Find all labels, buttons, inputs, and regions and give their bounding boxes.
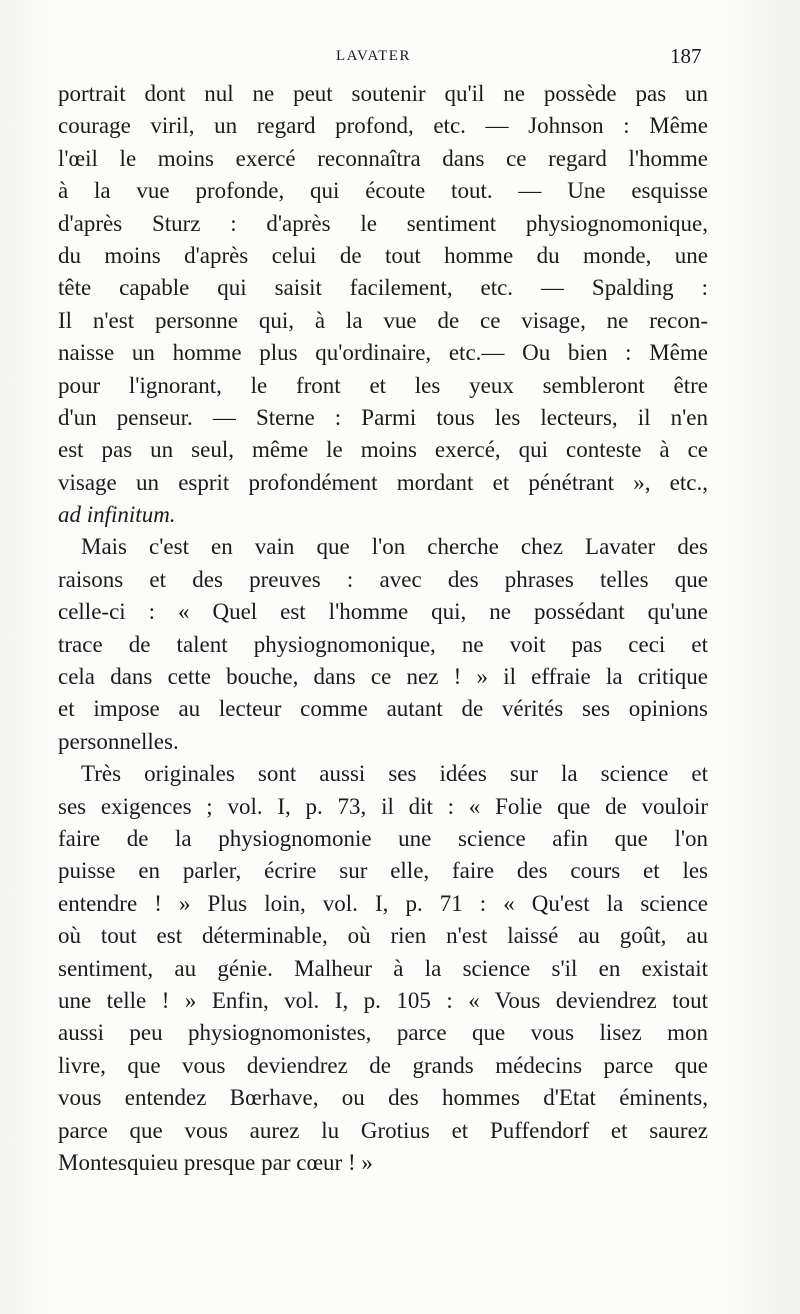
page-number: 187 bbox=[670, 44, 702, 68]
text-line: celle-ci : « Quel est l'homme qui, ne possédant qu'une bbox=[58, 599, 708, 625]
text-line: pour l'ignorant, le front et les yeux sembleront être bbox=[58, 372, 708, 398]
paragraph-start-line: Mais c'est en vain que l'on cherche chez Lavater des bbox=[81, 534, 708, 560]
paragraph-start-line: Très originales sont aussi ses idées sur la science et bbox=[81, 761, 708, 787]
running-head bbox=[0, 44, 800, 74]
text-line: personnelles. bbox=[58, 728, 179, 754]
text-line: faire de la physiognomonie une science afin que l'on bbox=[58, 825, 708, 851]
text-line: sentiment, au génie. Malheur à la science s'il en existait bbox=[58, 955, 708, 981]
text-line: Montesquieu presque par cœur ! » bbox=[58, 1149, 373, 1175]
running-title: LAVATER bbox=[336, 48, 411, 64]
text-line: est pas un seul, même le moins exercé, qui conteste à ce bbox=[58, 437, 708, 463]
text-line: parce que vous aurez lu Grotius et Puffendorf et saurez bbox=[58, 1117, 708, 1143]
text-line: d'un penseur. — Sterne : Parmi tous les lecteurs, il n'en bbox=[58, 404, 708, 430]
text-line: d'après Sturz : d'après le sentiment physiognomonique, bbox=[58, 210, 708, 236]
text-line: une telle ! » Enfin, vol. I, p. 105 : « Vous deviendrez tout bbox=[58, 987, 708, 1013]
text-line: cela dans cette bouche, dans ce nez ! » il effraie la critique bbox=[58, 664, 708, 690]
text-line: où tout est déterminable, où rien n'est laissé au goût, au bbox=[58, 923, 708, 949]
text-line: visage un esprit profondément mordant et pénétrant », etc., bbox=[58, 469, 708, 495]
text-line: ses exigences ; vol. I, p. 73, il dit : « Folie que de vouloir bbox=[58, 793, 708, 819]
text-line: naisse un homme plus qu'ordinaire, etc.— Ou bien : Même bbox=[58, 340, 708, 366]
text-line: vous entendez Bœrhave, ou des hommes d'Etat éminents, bbox=[58, 1085, 708, 1111]
text-line: courage viril, un regard profond, etc. — Johnson : Même bbox=[58, 113, 708, 139]
text-line: aussi peu physiognomonistes, parce que vous lisez mon bbox=[58, 1020, 708, 1046]
text-line: portrait dont nul ne peut soutenir qu'il ne possède pas un bbox=[58, 81, 708, 106]
text-line: puisse en parler, écrire sur elle, faire des cours et les bbox=[58, 858, 708, 884]
text-line: tête capable qui saisit facilement, etc. — Spalding : bbox=[58, 275, 708, 301]
body-text bbox=[58, 78, 708, 1179]
text-line: Il n'est personne qui, à la vue de ce visage, ne recon- bbox=[58, 307, 708, 333]
text-line: du moins d'après celui de tout homme du monde, une bbox=[58, 242, 708, 268]
text-line: et impose au lecteur comme autant de vérités ses opinions bbox=[58, 696, 708, 722]
text-line: trace de talent physiognomonique, ne voit pas ceci et bbox=[58, 631, 708, 657]
text-line: à la vue profonde, qui écoute tout. — Une esquisse bbox=[58, 178, 708, 204]
text-line: ad infinitum. bbox=[58, 502, 176, 528]
text-line: livre, que vous deviendrez de grands médecins parce que bbox=[58, 1052, 708, 1078]
text-line: entendre ! » Plus loin, vol. I, p. 71 : « Qu'est la science bbox=[58, 890, 708, 916]
text-line: l'œil le moins exercé reconnaîtra dans ce regard l'homme bbox=[58, 145, 708, 171]
text-line: raisons et des preuves : avec des phrases telles que bbox=[58, 566, 708, 592]
